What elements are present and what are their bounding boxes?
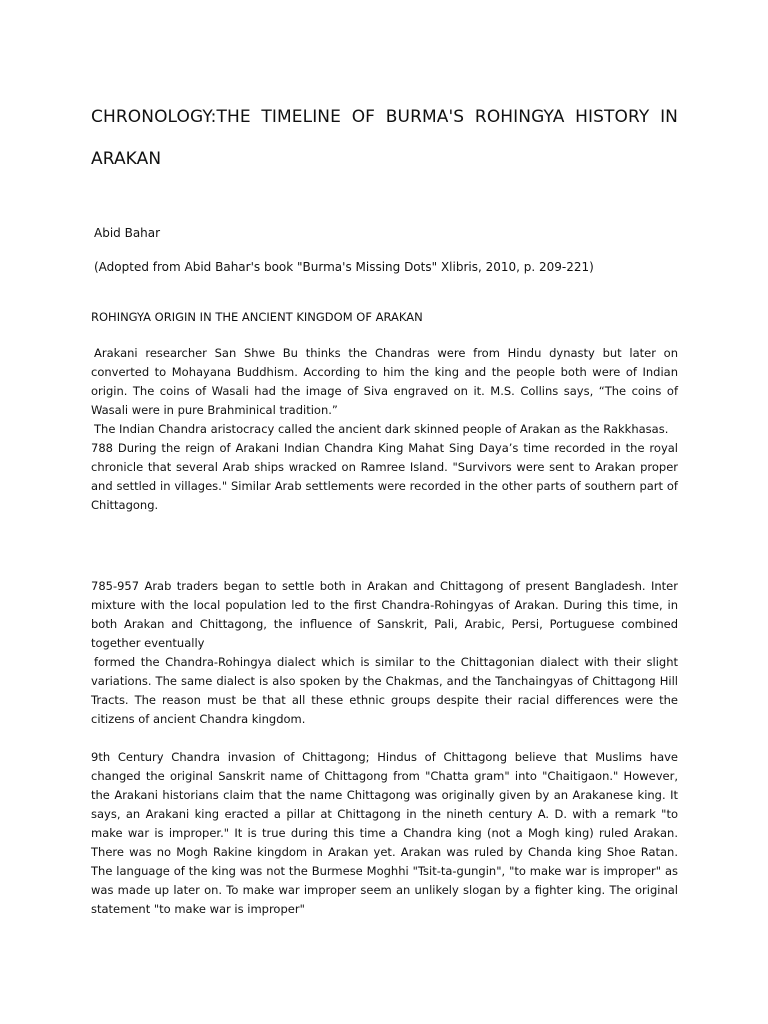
paragraph-san-shwe-bu: Arakani researcher San Shwe Bu thinks the Chandras were from Hindu dynasty but later on converted to Mohayana Buddhism. According to him the king and the people both were of Indian origin. The coins of Wasali had the image of Siva engraved on it. M.S. Collins says, “The coins of Wasali were in pure Brahminical tradition.” — [91, 346, 678, 417]
paragraph-785-957: 785-957 Arab traders began to settle both in Arakan and Chittagong of present Bangladesh. Inter mixture with the local population led to the first Chandra-Rohingyas of Arakan. During this time, in both Arakan and Chittagong, the influence of Sanskrit, Pali, Arabic, Persi, Portuguese combined together eventually — [91, 579, 678, 650]
paragraph-dialect: formed the Chandra-Rohingya dialect which is similar to the Chittagonian dialect with their slight variations. The same dialect is also spoken by the Chakmas, and the Tanchaingyas of Chittagong Hill Tracts. The reason must be that all these ethnic groups despite their racial differences were the citizens of ancient Chandra kingdom. — [91, 655, 678, 726]
section-heading: ROHINGYA ORIGIN IN THE ANCIENT KINGDOM OF ARAKAN — [91, 310, 423, 324]
paragraph-788: 788 During the reign of Arakani Indian Chandra King Mahat Sing Daya’s time recorded in the royal chronicle that several Arab ships wracked on Ramree Island. "Survivors were sent to Arakan proper and settled in villages." Similar Arab settlements were recorded in the other parts of southern part of Chittagong. — [91, 441, 678, 512]
paragraph-rakkhasas: The Indian Chandra aristocracy called the ancient dark skinned people of Arakan as the Rakkhasas. — [94, 422, 669, 436]
document-title: CHRONOLOGY:THE TIMELINE OF BURMA'S ROHINGYA HISTORY IN ARAKAN — [91, 107, 678, 169]
paragraph-9th-century: 9th Century Chandra invasion of Chittagong; Hindus of Chittagong believe that Muslims have changed the original Sanskrit name of Chittagong from "Chatta gram" into "Chaitigaon." However, the Arakani historians claim that the name Chittagong was originally given by an Arakanese king. It says, an Arakani king eracted a pillar at Chittagong in the nineth century A. D. with a remark "to make war is improper." It is true during this time a Chandra king (not a Mogh king) ruled Arakan. There was no Mogh Rakine kingdom in Arakan yet. Arakan was ruled by Chanda king Shoe Ratan. The language of the king was not the Burmese Moghhi "Tsit-ta-gungin", "to make war is improper" as was made up later on. To make war improper seem an unlikely slogan by a fighter king. The original statement "to make war is improper" — [91, 750, 678, 916]
author-name: Abid Bahar — [94, 226, 161, 240]
source-note: (Adopted from Abid Bahar's book "Burma's Missing Dots" Xlibris, 2010, p. 209-221) — [94, 260, 594, 274]
document-body — [91, 96, 678, 919]
